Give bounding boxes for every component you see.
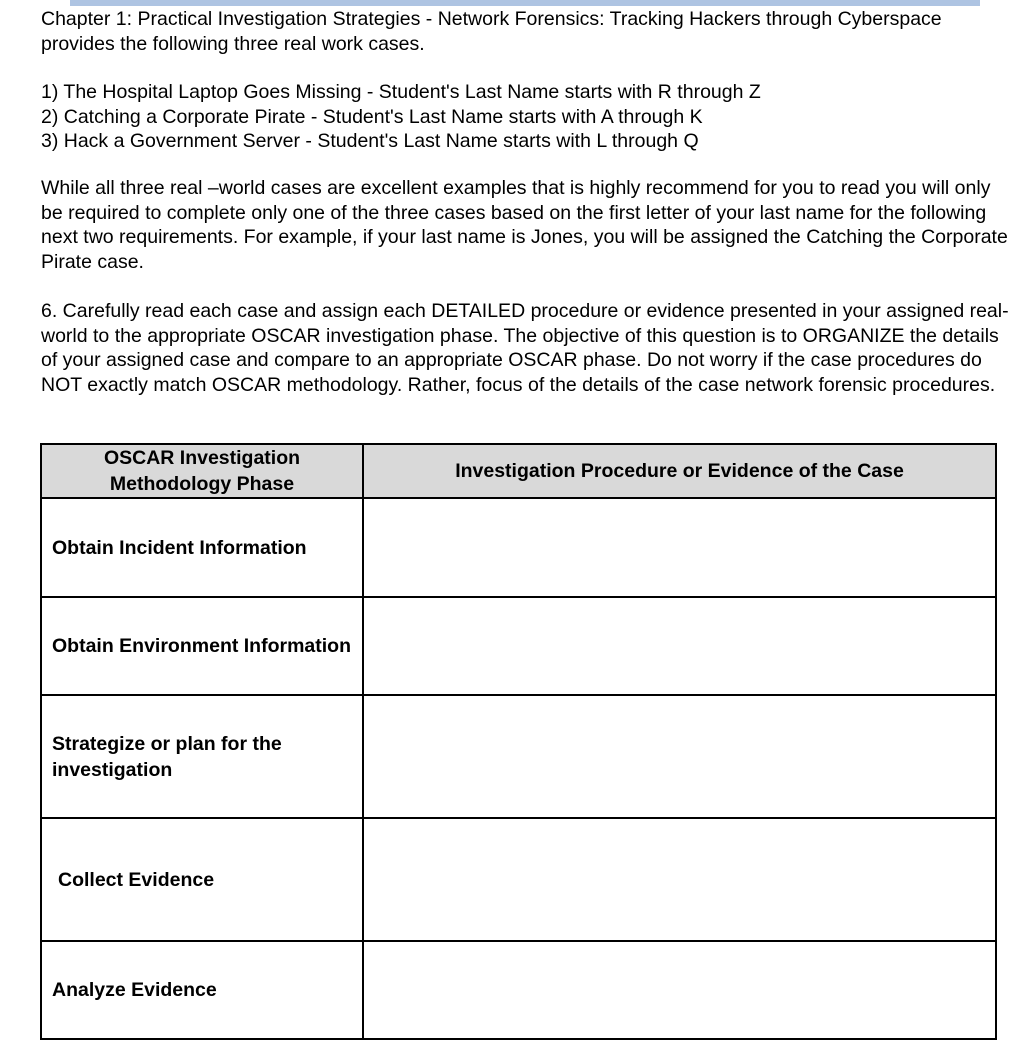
procedure-answer-cell[interactable]	[363, 498, 996, 597]
phase-cell	[41, 818, 363, 941]
case-list	[41, 80, 1011, 154]
intro-paragraph: Chapter 1: Practical Investigation Strategies - Network Forensics: Tracking Hackers through Cyberspace provides the following three real work cases.	[41, 8, 942, 55]
procedure-answer-cell[interactable]	[363, 818, 996, 941]
case-item: 1) The Hospital Laptop Goes Missing - Student's Last Name starts with R through Z	[41, 81, 761, 103]
procedure-answer-cell[interactable]	[363, 695, 996, 818]
header-accent-bar	[70, 0, 980, 6]
procedure-answer-cell[interactable]	[363, 597, 996, 695]
case-item: 3) Hack a Government Server - Student's Last Name starts with L through Q	[41, 130, 699, 152]
phase-cell: Strategize or plan for the investigation	[41, 695, 363, 818]
table-row	[41, 695, 996, 818]
question-6-paragraph: 6. Carefully read each case and assign each DETAILED procedure or evidence presented in your assigned real-world to the appropriate OSCAR investigation phase. The objective of this question is to ORGANIZE the details of your assigned case and compare to an appropriate OSCAR phase. Do not worry if the case procedures do NOT exactly match OSCAR methodology. Rather, focus of the details of the case network forensic procedures.	[41, 300, 1009, 396]
phase-cell-label: Collect Evidence	[58, 868, 215, 891]
assignment-note-paragraph: While all three real –world cases are excellent examples that is highly recommend for you to read you will only be required to complete only one of the three cases based on the first letter of your last name for the following next two requirements. For example, if your last name is Jones, you will be assigned the Catching the Corporate Pirate case.	[41, 177, 1008, 273]
table-row	[41, 597, 996, 695]
procedure-answer-cell[interactable]	[363, 941, 996, 1039]
phase-cell: Obtain Environment Information	[41, 597, 363, 695]
procedure-column-header: Investigation Procedure or Evidence of the Case	[363, 444, 996, 498]
table-row	[41, 818, 996, 941]
phase-cell: Analyze Evidence	[41, 941, 363, 1039]
oscar-phase-table	[40, 443, 997, 1040]
table-row	[41, 498, 996, 597]
phase-cell: Obtain Incident Information	[41, 498, 363, 597]
table-row	[41, 941, 996, 1039]
case-item: 2) Catching a Corporate Pirate - Student's Last Name starts with A through K	[41, 105, 703, 128]
table-header-row	[41, 444, 996, 498]
phase-column-header: OSCAR Investigation Methodology Phase	[41, 444, 363, 498]
